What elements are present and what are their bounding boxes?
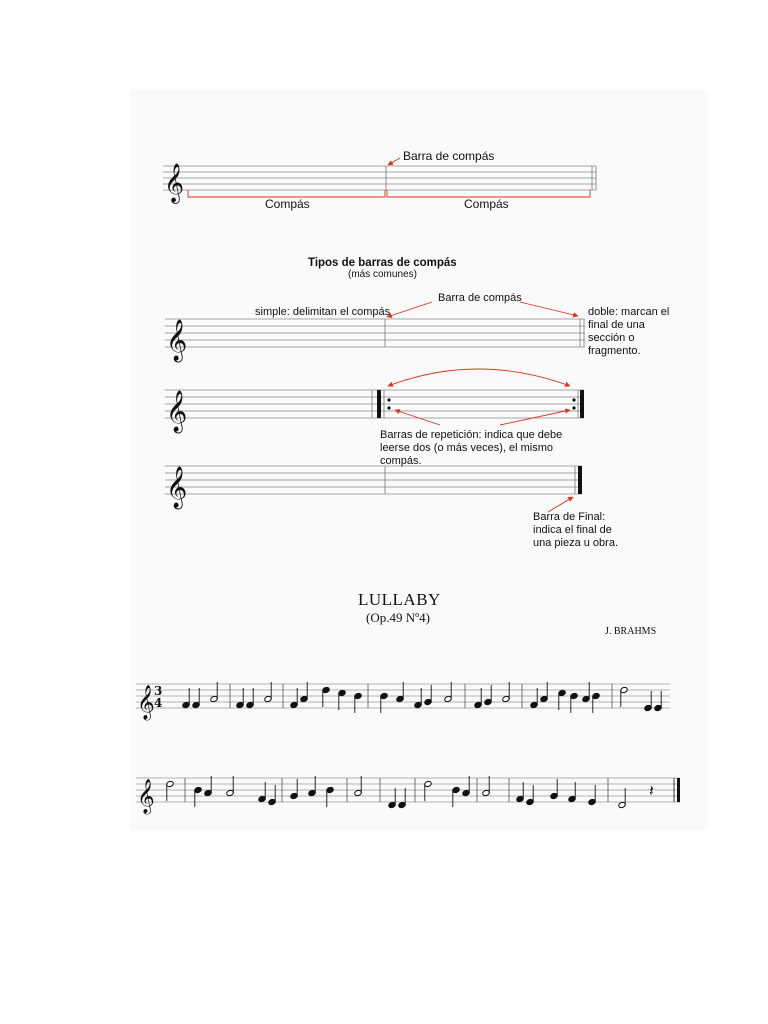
- double-barline-label: doble: marcan el final de una sección o fragmento.: [588, 306, 670, 357]
- barline-label: Barra de compás: [438, 292, 522, 304]
- treble-clef-icon: 𝄞: [137, 685, 155, 720]
- types-title: Tipos de barras de compás: [308, 257, 457, 269]
- treble-clef-icon: 𝄞: [166, 467, 188, 508]
- repeat-barline-label: Barras de repetición: indica que debe leerse dos (o más veces), el mismo compás.: [380, 429, 563, 467]
- score-composer: J. BRAHMS: [605, 626, 657, 637]
- staff-4: [165, 466, 582, 494]
- final-barline-label: Barra de Final: indica el final de una pieza u obra.: [533, 511, 619, 549]
- arrow-repeat-right: [500, 410, 570, 425]
- simple-barline-label: simple: delimitan el compás: [255, 306, 391, 318]
- types-subtitle: (más comunes): [348, 269, 417, 280]
- staff-2: [165, 319, 585, 347]
- arrow-double: [520, 302, 578, 316]
- quarter-rest-icon: 𝄽: [649, 781, 654, 800]
- arrow-final: [548, 497, 573, 512]
- repeat-arc-arrow: [388, 369, 570, 386]
- measure-label: Compás: [464, 197, 509, 211]
- treble-clef-icon: 𝄞: [164, 163, 185, 203]
- barline-arrow: [388, 158, 400, 165]
- score-notes-2: [166, 776, 626, 809]
- measure-brackets: [188, 190, 590, 197]
- barline-label: Barra de compás: [403, 149, 495, 163]
- arrow-simple: [387, 302, 432, 317]
- time-signature-bottom: 4: [154, 696, 163, 710]
- treble-clef-icon: 𝄞: [166, 391, 188, 432]
- score-opus: (Op.49 Nº4): [366, 610, 430, 625]
- staff-3: [165, 390, 584, 418]
- staff-1: [163, 166, 596, 190]
- score-staff-2: [136, 778, 680, 802]
- time-signature-top: 3: [154, 684, 163, 698]
- measure-label: Compás: [265, 197, 310, 211]
- arrow-repeat-left: [395, 410, 440, 425]
- treble-clef-icon: 𝄞: [166, 320, 188, 361]
- score-title: LULLABY: [358, 590, 441, 609]
- treble-clef-icon: 𝄞: [137, 779, 155, 814]
